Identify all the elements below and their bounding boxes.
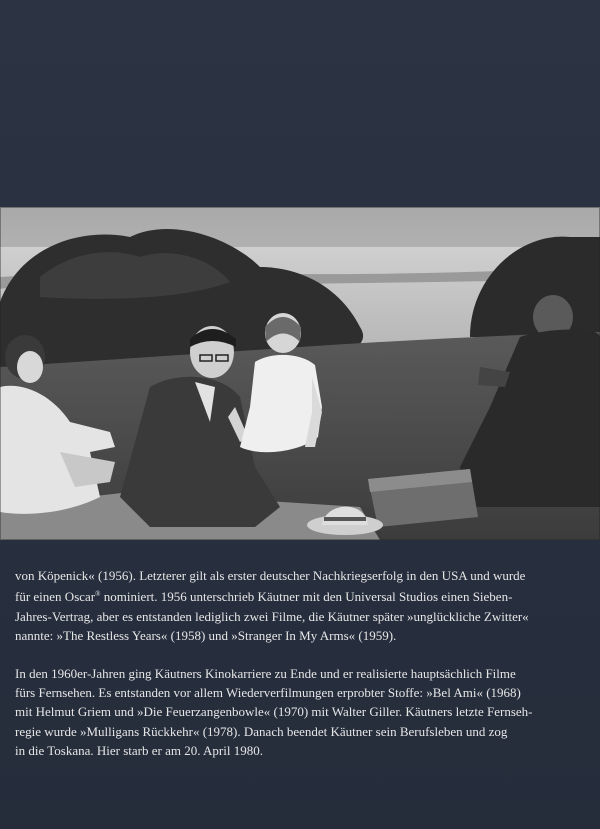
registered-mark: ®: [95, 590, 101, 599]
body-text: [15, 566, 587, 761]
p1-line-2-b: nominiert. 1956 unterschrieb Käutner mit den Universal Studios einen Sieben-: [100, 589, 513, 605]
paragraph-2: [15, 664, 587, 761]
p2-line-3: mit Helmut Griem und »Die Feuerzangenbowle« (1970) mit Walter Giller. Käutners letzte Fernseh-: [15, 704, 533, 720]
p1-line-1: von Köpenick« (1956). Letzterer gilt als erster deutscher Nachkriegserfolg in den USA und wurde: [15, 568, 526, 583]
p1-line-2: [15, 585, 587, 606]
p1-line-3: Jahres-Vertrag, aber es entstanden lediglich zwei Filme, die Käutner später »unglückliche Zwitter«: [15, 608, 529, 624]
p2-line-4: regie wurde »Mulligans Rückkehr« (1978). Danach beendet Käutner sein Berufsleben und zog: [15, 723, 508, 739]
p1-line-2-a: für einen Oscar: [15, 589, 96, 605]
suitcase: [368, 469, 478, 527]
paragraph-1: [15, 566, 587, 646]
p2-line-2: fürs Fernsehen. Es entstanden vor allem Wiederverfilmungen erprobter Stoffe: »Bel Ami« (1968): [15, 685, 521, 701]
film-still-illustration: [0, 207, 600, 540]
p2-line-5: in die Toskana. Hier starb er am 20. April 1980.: [15, 743, 263, 759]
film-still-photo: [0, 207, 600, 540]
p1-line-4: nannte: »The Restless Years« (1958) und »Stranger In My Arms« (1959).: [15, 628, 397, 644]
p2-line-1: In den 1960er-Jahren ging Käutners Kinokarriere zu Ende und er realisierte hauptsächlich Filme: [15, 665, 516, 681]
